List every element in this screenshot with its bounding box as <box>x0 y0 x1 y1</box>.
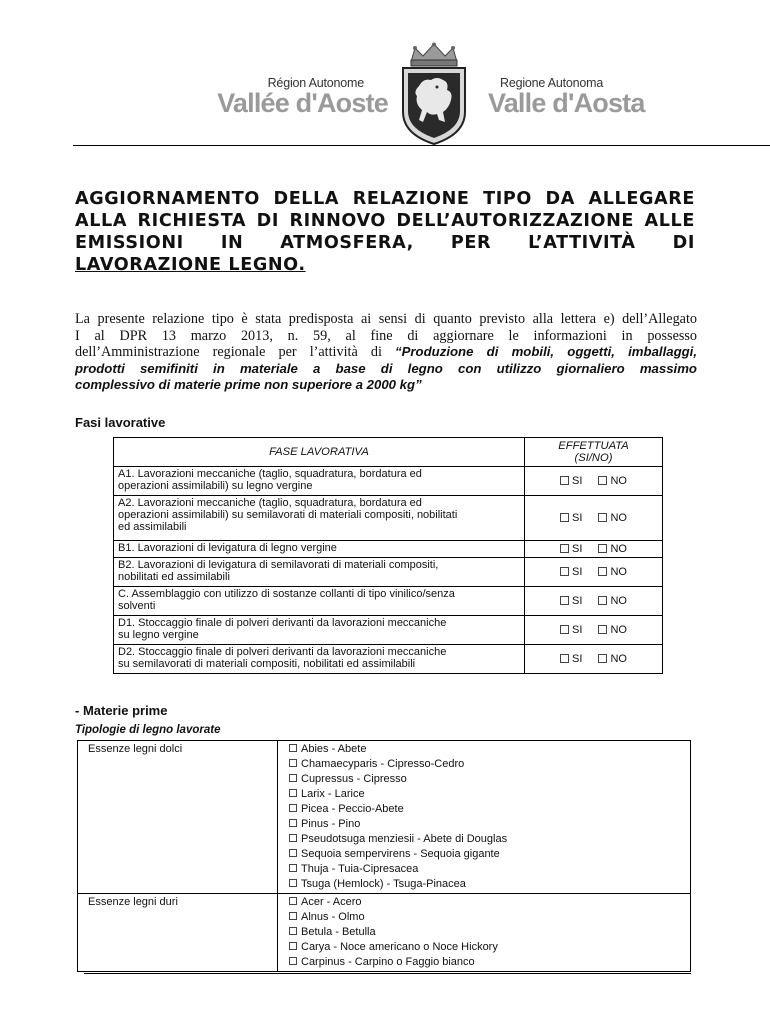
fasi-table <box>113 437 663 674</box>
group-name-cell: Essenze legni dolci <box>78 741 278 894</box>
no-option[interactable] <box>598 566 627 578</box>
species-label: Cupressus - Cipresso <box>301 773 407 785</box>
checkbox-no[interactable] <box>598 625 607 634</box>
no-option[interactable] <box>598 512 627 524</box>
intro-line: La presente relazione tipo è stata predisposta ai sensi di quanto previsto alla lettera e) dell’Allegato <box>75 311 697 327</box>
table-row <box>114 541 663 558</box>
checkbox-si[interactable] <box>560 567 569 576</box>
fase-text: operazioni assimilabili) su legno vergine <box>118 480 313 492</box>
title-word: IN <box>220 233 244 253</box>
table-row <box>114 616 663 645</box>
title-word: ALLE <box>644 211 695 231</box>
fase-text: su semilavorati di materiali compositi, nobilitati ed assimilabili <box>118 658 416 670</box>
checkbox-si[interactable] <box>560 596 569 605</box>
group-name-cell: Essenze legni duri <box>78 894 278 972</box>
fase-cell <box>114 616 525 645</box>
fase-cell <box>114 558 525 587</box>
no-label: NO <box>610 475 627 487</box>
fase-cell <box>114 467 525 496</box>
intro-emphasis: “Produzione di mobili, oggetti, imballaggi, <box>395 344 698 359</box>
checkbox-si[interactable] <box>560 654 569 663</box>
checkbox-si[interactable] <box>560 513 569 522</box>
no-option[interactable] <box>598 595 627 607</box>
checkbox[interactable] <box>289 957 297 965</box>
region-subtitle-french: Région Autonome <box>267 76 364 90</box>
species-label: Abies - Abete <box>301 743 367 755</box>
fasi-heading: Fasi lavorative <box>75 415 166 430</box>
si-option[interactable] <box>560 595 582 607</box>
checkbox[interactable] <box>289 879 297 887</box>
fase-text: ed assimilabili <box>118 521 187 533</box>
materie-heading: - Materie prime <box>75 703 168 718</box>
no-label: NO <box>610 543 627 555</box>
effettuata-cell <box>525 541 663 558</box>
checkbox[interactable] <box>289 864 297 872</box>
si-option[interactable] <box>560 543 582 555</box>
species-label: Tsuga (Hemlock) - Tsuga-Pinacea <box>301 878 466 890</box>
title-last-line: LAVORAZIONE LEGNO. <box>75 255 306 275</box>
no-label: NO <box>610 512 627 524</box>
checkbox[interactable] <box>289 789 297 797</box>
title-word: ALLEGARE <box>588 189 695 209</box>
checkbox[interactable] <box>289 834 297 842</box>
region-title-italian: Valle d'Aosta <box>488 88 645 118</box>
title-word: L’ATTIVITÀ <box>528 233 636 253</box>
no-label: NO <box>610 624 627 636</box>
si-option[interactable] <box>560 566 582 578</box>
title-word: DELLA <box>273 189 340 209</box>
checkbox[interactable] <box>289 759 297 767</box>
title-word: EMISSIONI <box>75 233 184 253</box>
fase-text: operazioni assimilabili) su semilavorati di materiali compositi, nobilitati <box>118 509 458 521</box>
list-item[interactable] <box>289 847 680 862</box>
fase-cell <box>114 645 525 674</box>
checkbox-si[interactable] <box>560 625 569 634</box>
title-word: RICHIESTA <box>137 211 247 231</box>
fase-text: A2. Lavorazioni meccaniche (taglio, squadratura, bordatura ed <box>118 497 422 509</box>
effettuata-cell <box>525 558 663 587</box>
species-label: Betula - Betulla <box>301 926 376 938</box>
fase-text: su legno vergine <box>118 629 199 641</box>
species-label: Thuja - Tuia-Cipresacea <box>301 863 419 875</box>
species-label: Alnus - Olmo <box>301 911 365 923</box>
si-label: SI <box>572 475 583 487</box>
no-option[interactable] <box>598 653 627 665</box>
si-label: SI <box>572 566 583 578</box>
no-label: NO <box>610 653 627 665</box>
table-row <box>114 558 663 587</box>
checkbox-si[interactable] <box>560 544 569 553</box>
checkbox[interactable] <box>289 774 297 782</box>
species-label: Pseudotsuga menziesii - Abete di Douglas <box>301 833 508 845</box>
intro-line <box>75 344 697 361</box>
no-option[interactable] <box>598 475 627 487</box>
species-label: Larix - Larice <box>301 788 365 800</box>
list-item[interactable] <box>289 910 680 925</box>
species-label: Chamaecyparis - Cipresso-Cedro <box>301 758 465 770</box>
list-item[interactable] <box>289 817 680 832</box>
list-item[interactable] <box>289 862 680 877</box>
si-option[interactable] <box>560 475 582 487</box>
title-word: TIPO <box>483 189 532 209</box>
footer-divider <box>84 973 691 974</box>
materie-subheading: Tipologie di legno lavorate <box>75 724 221 736</box>
intro-text: dell’Amministrazione regionale per l’attività di <box>75 344 396 360</box>
no-label: NO <box>610 595 627 607</box>
species-label: Pinus - Pino <box>301 818 361 830</box>
checkbox[interactable] <box>289 744 297 752</box>
list-item[interactable] <box>289 757 680 772</box>
region-name-french <box>217 76 388 117</box>
species-label: Sequoia sempervirens - Sequoia gigante <box>301 848 500 860</box>
fase-text: B1. Lavorazioni di levigatura di legno vergine <box>118 542 337 554</box>
col-effettuata-header <box>525 438 663 467</box>
table-row <box>78 741 691 894</box>
checkbox-no[interactable] <box>598 596 607 605</box>
title-line <box>75 232 695 254</box>
col-fase-header: FASE LAVORATIVA <box>114 438 525 467</box>
list-item[interactable] <box>289 742 680 757</box>
checkbox-no[interactable] <box>598 567 607 576</box>
coat-of-arms-icon <box>397 42 471 146</box>
species-label: Carya - Noce americano o Noce Hickory <box>301 941 498 953</box>
fase-text: B2. Lavorazioni di levigatura di semilavorati di materiali compositi, <box>118 559 439 571</box>
table-row <box>78 894 691 972</box>
table-row <box>114 496 663 541</box>
intro-emphasis-line: prodotti semifiniti in materiale a base di legno con utilizzo giornaliero massimo <box>75 360 697 376</box>
si-label: SI <box>572 653 583 665</box>
checkbox[interactable] <box>289 819 297 827</box>
checkbox[interactable] <box>289 897 297 905</box>
list-item[interactable] <box>289 955 680 970</box>
si-label: SI <box>572 595 583 607</box>
fase-text: nobilitati ed assimilabili <box>118 571 230 583</box>
species-label: Acer - Acero <box>301 896 362 908</box>
checkbox[interactable] <box>289 912 297 920</box>
checkbox-no[interactable] <box>598 654 607 663</box>
no-option[interactable] <box>598 543 627 555</box>
checkbox-no[interactable] <box>598 544 607 553</box>
list-item[interactable] <box>289 832 680 847</box>
list-item[interactable] <box>289 802 680 817</box>
title-word: RINNOVO <box>289 211 386 231</box>
title-line <box>75 210 695 232</box>
species-label: Picea - Peccio-Abete <box>301 803 404 815</box>
region-name-italian <box>488 76 645 117</box>
effettuata-cell <box>525 616 663 645</box>
fase-text: A1. Lavorazioni meccaniche (taglio, squadratura, bordatura ed <box>118 468 422 480</box>
species-label: Carpinus - Carpino o Faggio bianco <box>301 956 475 968</box>
fase-text: C. Assemblaggio con utilizzo di sostanze collanti di tipo vinilico/senza <box>118 588 455 600</box>
title-word: PER <box>450 233 492 253</box>
list-item[interactable] <box>289 895 680 910</box>
document-header <box>0 40 770 145</box>
checkbox-si[interactable] <box>560 476 569 485</box>
title-word: DA <box>545 189 575 209</box>
no-label: NO <box>610 566 627 578</box>
title-word: DELL’AUTORIZZAZIONE <box>396 211 635 231</box>
checkbox[interactable] <box>289 942 297 950</box>
fase-cell <box>114 496 525 541</box>
effettuata-cell <box>525 467 663 496</box>
title-word: DI <box>256 211 279 231</box>
si-option[interactable] <box>560 512 582 524</box>
si-label: SI <box>572 512 583 524</box>
species-list-cell <box>278 894 691 972</box>
title-word: DI <box>672 233 695 253</box>
document-title <box>75 188 695 276</box>
effettuata-cell <box>525 587 663 616</box>
title-word: AGGIORNAMENTO <box>75 189 260 209</box>
effettuata-cell <box>525 645 663 674</box>
checkbox[interactable] <box>289 849 297 857</box>
title-line <box>75 188 695 210</box>
col-effettuata-label: EFFETTUATA <box>558 440 629 452</box>
si-label: SI <box>572 624 583 636</box>
intro-emphasis-line: complessivo di materie prime non superiore a 2000 kg” <box>75 377 422 392</box>
si-label: SI <box>572 543 583 555</box>
fase-text: D2. Stoccaggio finale di polveri derivanti da lavorazioni meccaniche <box>118 646 447 658</box>
region-subtitle-italian: Regione Autonoma <box>500 76 604 90</box>
list-item[interactable] <box>289 877 680 892</box>
checkbox-no[interactable] <box>598 476 607 485</box>
species-list-cell <box>278 741 691 894</box>
title-line-underlined <box>75 254 695 276</box>
list-item[interactable] <box>289 940 680 955</box>
effettuata-cell <box>525 496 663 541</box>
col-effettuata-sub: (SI/NO) <box>574 452 613 464</box>
title-word: ATMOSFERA, <box>280 233 414 253</box>
table-row <box>114 467 663 496</box>
table-row <box>114 587 663 616</box>
intro-line: I al DPR 13 marzo 2013, n. 59, al fine di aggiornare le informazioni in possesso <box>75 327 697 344</box>
fase-text: solventi <box>118 600 156 612</box>
title-word: ALLA <box>75 211 128 231</box>
title-word: RELAZIONE <box>352 189 470 209</box>
no-option[interactable] <box>598 624 627 636</box>
fase-cell <box>114 541 525 558</box>
list-item[interactable] <box>289 925 680 940</box>
materie-table <box>77 740 691 972</box>
table-row <box>114 645 663 674</box>
intro-paragraph <box>75 311 697 394</box>
checkbox[interactable] <box>289 804 297 812</box>
fase-cell <box>114 587 525 616</box>
list-item[interactable] <box>289 787 680 802</box>
region-title-french: Vallée d'Aoste <box>217 88 388 118</box>
table-header-row <box>114 438 663 467</box>
checkbox[interactable] <box>289 927 297 935</box>
si-option[interactable] <box>560 624 582 636</box>
fase-text: D1. Stoccaggio finale di polveri derivanti da lavorazioni meccaniche <box>118 617 447 629</box>
header-divider <box>73 145 770 146</box>
list-item[interactable] <box>289 772 680 787</box>
checkbox-no[interactable] <box>598 513 607 522</box>
si-option[interactable] <box>560 653 582 665</box>
